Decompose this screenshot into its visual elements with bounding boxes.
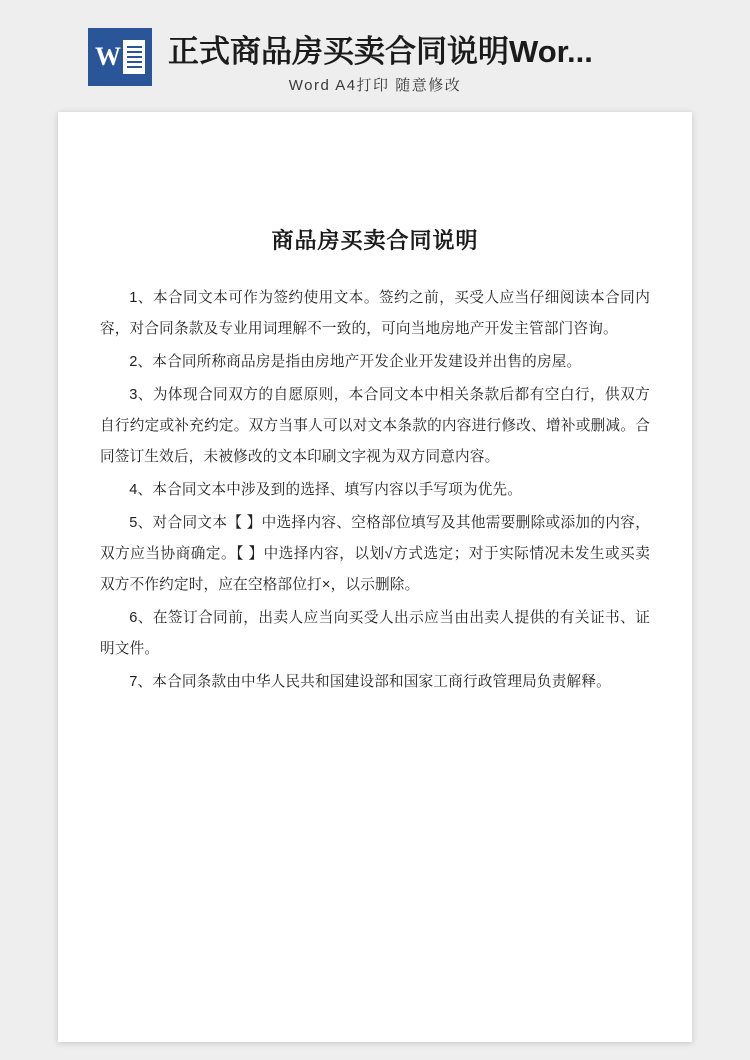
- document-header: [0, 0, 750, 112]
- document-paragraph: 3、为体现合同双方的自愿原则，本合同文本中相关条款后都有空白行，供双方自行约定或补充约定。双方当事人可以对文本条款的内容进行修改、增补或删减。合同签订生效后，未被修改的文本印刷文字视为双方同意内容。: [100, 387, 650, 465]
- doc-line: [127, 61, 142, 63]
- document-paragraph: 7、本合同条款由中华人民共和国建设部和国家工商行政管理局负责解释。: [129, 674, 611, 690]
- page-subtitle: Word A4打印 随意修改: [288, 77, 462, 94]
- doc-line: [127, 56, 142, 58]
- document-heading: 商品房买卖合同说明: [271, 228, 479, 253]
- document-paragraph: 2、本合同所称商品房是指由房地产开发企业开发建设并出售的房屋。: [129, 354, 582, 370]
- doc-line: [127, 51, 142, 53]
- document-paragraph: 6、在签订合同前，出卖人应当向买受人出示应当由出卖人提供的有关证书、证明文件。: [100, 610, 650, 657]
- document-lines-icon: [123, 40, 145, 74]
- document-body: [100, 283, 650, 698]
- word-logo-letter: W: [95, 42, 121, 71]
- document-paragraph: 1、本合同文本可作为签约使用文本。签约之前，买受人应当仔细阅读本合同内容，对合同条款及专业用词理解不一致的，可向当地房地产开发主管部门咨询。: [100, 290, 650, 337]
- doc-line: [127, 46, 142, 48]
- document-paragraph: 5、对合同文本【 】中选择内容、空格部位填写及其他需要删除或添加的内容，双方应当协商确定。【 】中选择内容，以划√方式选定；对于实际情况未发生或买卖双方不作约定时，应在空格部位打×，以示删除。: [100, 515, 650, 593]
- document-page: [58, 112, 692, 1042]
- document-paragraph: 4、本合同文本中涉及到的选择、填写内容以手写项为优先。: [129, 482, 523, 498]
- page-title: 正式商品房买卖合同说明Wor...: [168, 34, 593, 69]
- doc-line: [127, 66, 142, 68]
